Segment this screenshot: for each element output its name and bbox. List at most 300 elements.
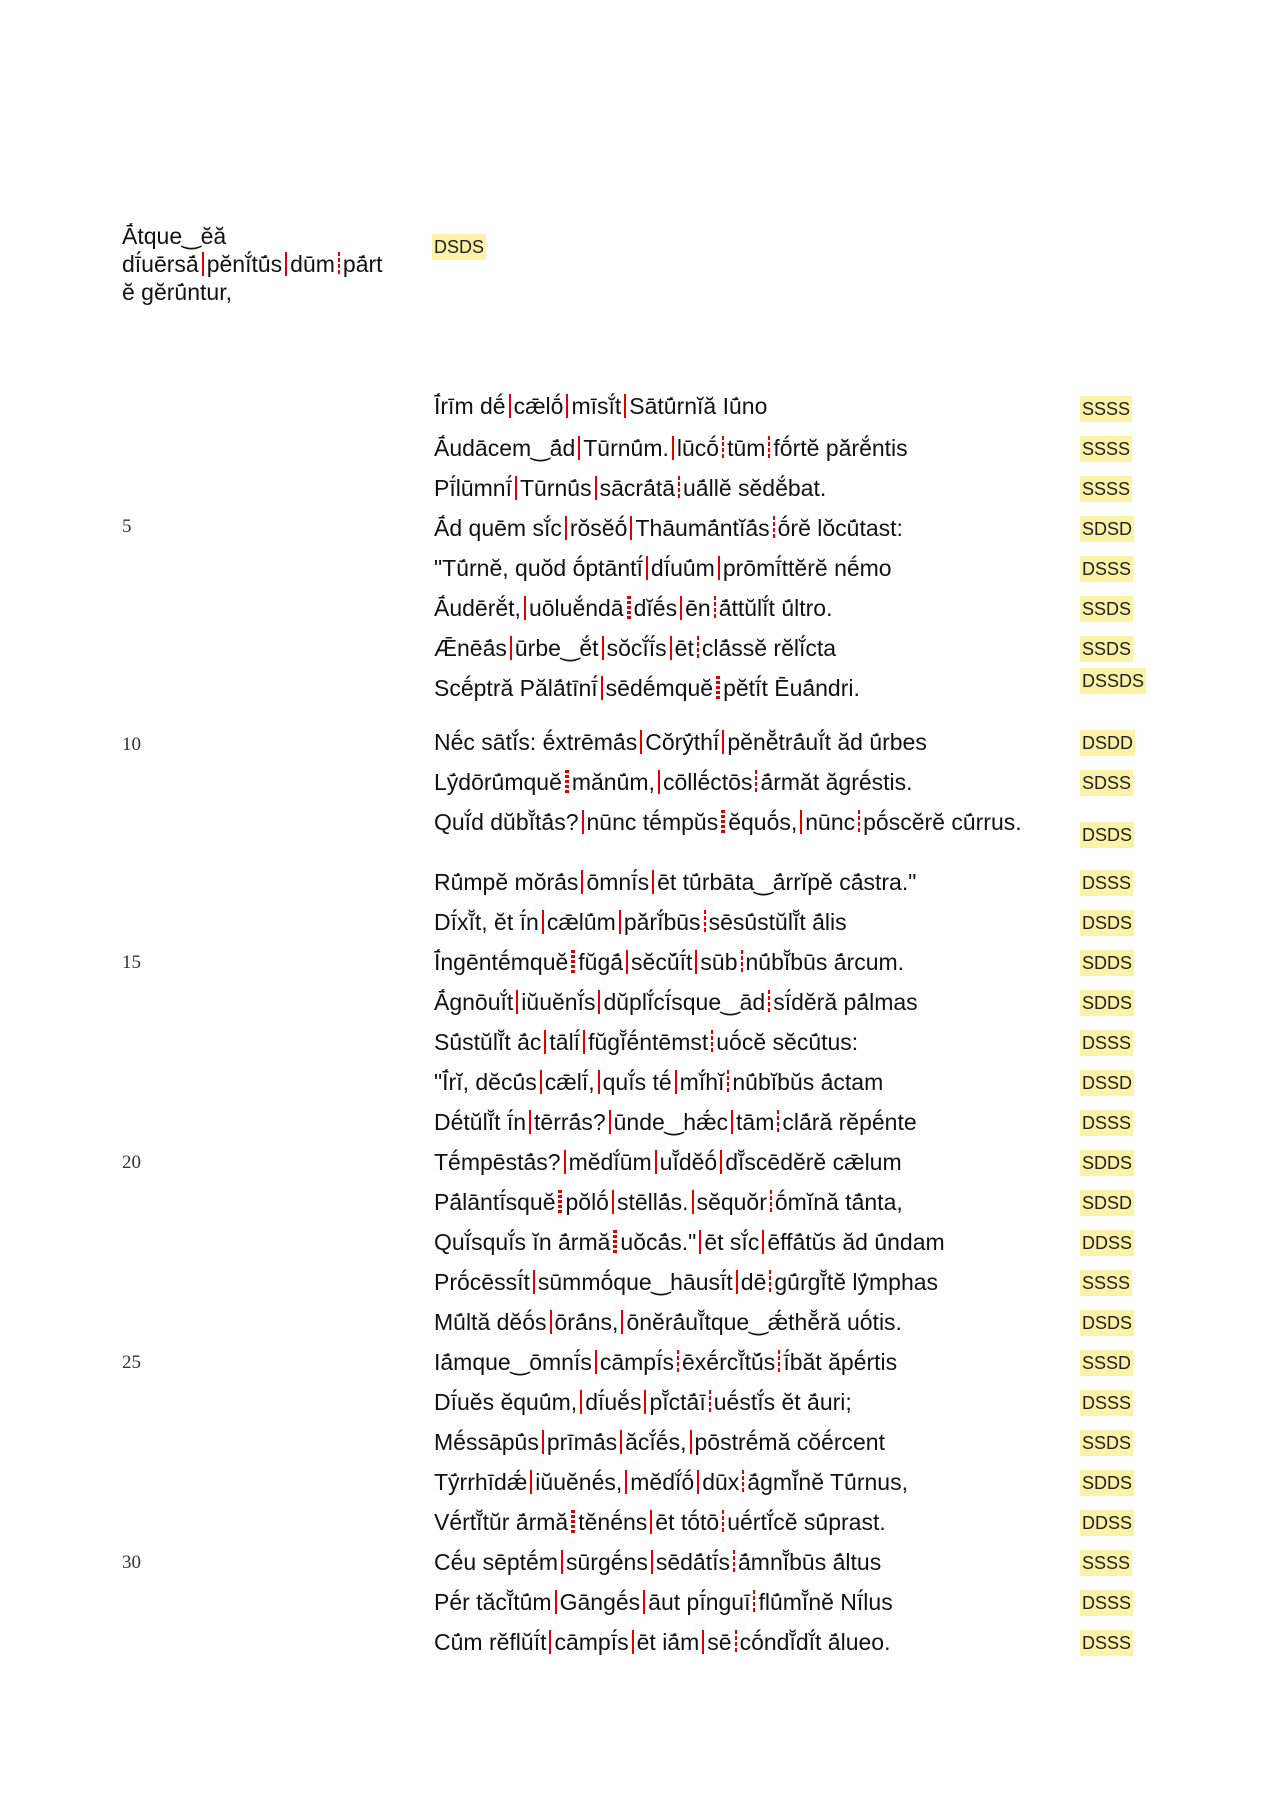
verse-segment: Cū́m rĕflŭī́t xyxy=(434,1629,547,1655)
scansion-badge: DSSS xyxy=(1080,1630,1133,1656)
caesura-mark xyxy=(564,1150,566,1174)
verse-segment: Mū́ltă dĕṓs xyxy=(434,1309,547,1335)
verse-segment: uŏcā́s." xyxy=(620,1229,697,1255)
line-number: 20 xyxy=(122,1152,141,1173)
verse-segment: Tūrnū́s xyxy=(519,475,592,501)
caesura-mark xyxy=(612,1190,614,1214)
verse-line xyxy=(434,1108,917,1136)
verse-segment: Pḗr tăcĭ̆tū́m xyxy=(434,1589,552,1615)
verse-segment: Prṓcēssī́t xyxy=(434,1269,530,1295)
caesura-mark xyxy=(652,870,654,894)
caesura-mark xyxy=(644,1390,646,1414)
verse-segment: Gāngḗs xyxy=(559,1589,641,1615)
verse-segment: cōllḗctōs xyxy=(662,769,753,795)
verse-segment: Ǣnēā́s xyxy=(434,635,507,661)
verse-segment: ā́mnĭ̆būs ā́ltus xyxy=(738,1549,882,1575)
verse-segment: ēt tṓtō xyxy=(655,1509,720,1535)
verse-segment: ōrā́ns, xyxy=(554,1309,619,1335)
verse-segment: ēn xyxy=(685,595,711,621)
caesura-mark xyxy=(695,950,697,974)
scansion-badge: SDSD xyxy=(1080,516,1134,542)
caesura-mark xyxy=(598,1070,600,1094)
scansion-badge: DSSD xyxy=(1080,1070,1134,1096)
verse-segment: Ā́udērĕ́t, xyxy=(434,595,521,621)
verse-segment: nūnc tḗmpŭs xyxy=(586,809,719,835)
verse-segment: nū́bĭbŭs ā́ctam xyxy=(732,1069,884,1095)
caesura-mark xyxy=(727,1070,729,1094)
verse-segment: cǣlī́, xyxy=(544,1069,595,1095)
caesura-mark xyxy=(598,990,600,1014)
scansion-badge: SSSS xyxy=(1080,436,1132,462)
caesura-mark xyxy=(285,252,287,276)
scansion-badge: DSSS xyxy=(1080,1590,1133,1616)
verse-segment: āut pī́nguī xyxy=(648,1589,751,1615)
scansion-badge: SSSS xyxy=(1080,1550,1132,1576)
verse-segment: cāmpī́s xyxy=(599,1349,674,1375)
verse-line xyxy=(434,1428,885,1456)
line-number: 5 xyxy=(122,516,132,537)
scansion-badge: DSDS xyxy=(1080,1310,1134,1336)
scansion-badge: SSSS xyxy=(1080,396,1132,422)
caesura-mark xyxy=(768,990,770,1014)
verse-segment: clā́ră rĕpḗnte xyxy=(782,1109,917,1135)
verse-line xyxy=(434,392,767,420)
verse-segment: ăcĭ́ḗs, xyxy=(625,1429,687,1455)
caesura-mark xyxy=(565,516,567,540)
verse-line xyxy=(434,1628,890,1656)
scansion-badge: SDSS xyxy=(1080,770,1133,796)
caesura-mark xyxy=(595,476,597,500)
verse-segment: Nḗc sātĭ́s: ḗxtrēmā́s xyxy=(434,729,638,755)
verse-segment: sūrgḗns xyxy=(566,1549,648,1575)
verse-segment: sūb xyxy=(700,949,738,975)
verse-segment: Thāumā́ntĭā́s xyxy=(635,515,770,541)
verse-segment: sē xyxy=(707,1629,732,1655)
caesura-mark xyxy=(650,1510,652,1534)
caesura-mark xyxy=(646,556,648,580)
caesura-mark xyxy=(571,950,575,974)
caesura-mark xyxy=(678,476,680,500)
caesura-mark xyxy=(609,1110,611,1134)
verse-segment: Pī́lūmnī́ xyxy=(434,475,512,501)
verse-line xyxy=(434,1308,902,1336)
verse-segment: fŭgĭ̆ḗntēmst xyxy=(588,1029,709,1055)
caesura-mark xyxy=(709,1390,711,1414)
verse-line xyxy=(434,1348,897,1376)
scansion-badge: DSSS xyxy=(1080,1030,1133,1056)
caesura-mark xyxy=(620,1430,622,1454)
verse-segment: Tūrnū́m. xyxy=(583,435,669,461)
verse-segment: Dī́xĭ̆t, ĕt ī́n xyxy=(434,909,539,935)
verse-segment: nū́bĭ̆būs ā́rcum. xyxy=(745,949,905,975)
caesura-mark xyxy=(733,1550,735,1574)
caesura-mark xyxy=(755,770,757,794)
verse-segment: ūnde‿hǣ́c xyxy=(613,1109,729,1135)
caesura-mark xyxy=(762,1230,764,1254)
verse-segment: dĭ̆scēdĕrĕ cǣlum xyxy=(725,1149,902,1175)
verse-line xyxy=(434,1388,852,1416)
caesura-mark xyxy=(509,394,511,418)
verse-segment: Ā́udācem‿ā́d xyxy=(434,435,576,461)
verse-segment: Dī́uĕs ĕquū́m, xyxy=(434,1389,578,1415)
caesura-mark xyxy=(651,1550,653,1574)
verse-segment: tālī́ xyxy=(549,1029,581,1055)
verse-segment: Ā́d quēm sĭ́c xyxy=(434,515,562,541)
verse-segment: mĕdĭ́ṓ xyxy=(630,1469,695,1495)
verse-first-seg: pā́rt xyxy=(342,251,383,277)
verse-segment: Pā́lāntī́squĕ xyxy=(434,1189,556,1215)
verse-segment: Cŏrȳ́thī́ xyxy=(645,729,720,755)
verse-line xyxy=(434,868,916,896)
verse-segment: ēt iā́m xyxy=(636,1629,700,1655)
scansion-badge: SDDS xyxy=(1080,950,1134,976)
verse-line xyxy=(434,1068,883,1096)
caesura-mark xyxy=(677,1350,679,1374)
verse-segment: ṓrĕ lŏcū́tast: xyxy=(777,515,903,541)
verse-segment: "Ī́rĭ, dĕcū́s xyxy=(434,1069,537,1095)
caesura-mark xyxy=(718,556,720,580)
verse-segment: sĕcŭ́ī́t xyxy=(631,949,693,975)
caesura-mark xyxy=(643,1590,645,1614)
verse-segment: uĭ̆dĕṓ xyxy=(659,1149,718,1175)
scansion-badge: DSDS xyxy=(432,234,486,260)
verse-segment: ēt xyxy=(674,635,694,661)
verse-segment: sŏcĭ́ī́s xyxy=(606,635,667,661)
verse-line xyxy=(434,594,832,622)
caesura-mark xyxy=(542,910,544,934)
verse-line xyxy=(434,1148,902,1176)
scansion-badge: SSSS xyxy=(1080,476,1132,502)
caesura-mark xyxy=(549,1630,551,1654)
caesura-mark xyxy=(595,1350,597,1374)
verse-segment: ṓmĭnă tā́nta, xyxy=(774,1189,903,1215)
verse-segment: cǣlū́m xyxy=(546,909,616,935)
caesura-mark xyxy=(338,252,340,276)
verse-segment: Sū́stŭlĭ̆t ā́c xyxy=(434,1029,542,1055)
caesura-mark xyxy=(529,1110,531,1134)
verse-segment: mĕdĭ́ūm xyxy=(568,1149,652,1175)
caesura-mark xyxy=(655,1150,657,1174)
verse-segment: ā́rmăt ăgrḗstis. xyxy=(760,769,913,795)
caesura-mark xyxy=(516,990,518,1014)
caesura-mark xyxy=(735,1630,737,1654)
verse-segment: ēxḗrcĭ̆tŭ́s xyxy=(681,1349,776,1375)
verse-segment: Ī́rīm dḗ xyxy=(434,393,506,419)
caesura-mark xyxy=(697,636,699,660)
verse-segment: ūrbe‿ĕ́t xyxy=(514,635,599,661)
verse-segment: Vḗrtĭ̆tŭr ā́rmă xyxy=(434,1509,569,1535)
scansion-badge: SSSD xyxy=(1080,1350,1133,1376)
verse-line xyxy=(434,634,836,662)
caesura-mark xyxy=(624,394,626,418)
verse-segment: dī́uĕ́s xyxy=(585,1389,642,1415)
verse-segment: uōluĕ́ndā xyxy=(528,595,624,621)
verse-first-seg: dūm xyxy=(290,251,335,277)
verse-segment: gū́rgĭ̆tĕ lȳ́mphas xyxy=(774,1269,939,1295)
caesura-mark xyxy=(800,810,802,834)
verse-segment: fṓrtĕ pă̆rĕ́ntis xyxy=(773,435,908,461)
verse-segment: pṓscĕrĕ cū́rrus. xyxy=(863,809,1022,835)
caesura-mark xyxy=(530,1470,532,1494)
verse-segment: sē xyxy=(708,909,733,935)
verse-segment: Tȳ́rrhīdǣ́ xyxy=(434,1469,528,1495)
caesura-mark xyxy=(770,1190,772,1214)
scansion-badge: DSSS xyxy=(1080,556,1133,582)
verse-line xyxy=(434,514,903,542)
verse-segment: pĕtī́t Ēuā́ndri. xyxy=(723,675,860,701)
verse-segment: tērrā́s? xyxy=(534,1109,606,1135)
verse-first-seg: dī́uērsā́ xyxy=(122,251,199,277)
caesura-mark xyxy=(768,436,770,460)
caesura-mark xyxy=(602,636,604,660)
verse-line xyxy=(434,1468,908,1496)
verse-line xyxy=(434,1548,881,1576)
scansion-badge: DSSS xyxy=(1080,1390,1133,1416)
caesura-mark xyxy=(690,1430,692,1454)
caesura-mark xyxy=(858,810,860,834)
verse-line xyxy=(434,728,927,756)
caesura-mark xyxy=(680,596,682,620)
caesura-mark xyxy=(711,1030,713,1054)
caesura-mark xyxy=(561,1550,563,1574)
verse-segment: uā́llĕ sĕdĕ́bat. xyxy=(683,475,827,501)
caesura-mark xyxy=(621,1310,623,1334)
verse-line xyxy=(434,554,892,582)
verse-segment: "Tū́rnĕ, quŏd ṓptāntī́ xyxy=(434,555,643,581)
caesura-mark xyxy=(202,252,204,276)
verse-segment: mănū́m, xyxy=(571,769,655,795)
verse-segment: dē xyxy=(740,1269,767,1295)
verse-segment: Ī́ngēntḗmquĕ xyxy=(434,949,569,975)
line-number: 30 xyxy=(122,1552,141,1573)
caesura-mark xyxy=(716,676,720,700)
verse-segment: ōmnī́s xyxy=(586,869,650,895)
scansion-badge: SDDS xyxy=(1080,990,1134,1016)
verse-segment: tūm xyxy=(727,435,766,461)
verse-segment: dŭplĭ́cī́sque‿ād xyxy=(603,989,766,1015)
caesura-mark xyxy=(625,1470,627,1494)
caesura-mark xyxy=(692,1190,694,1214)
verse-segment: pŏlṓ xyxy=(565,1189,609,1215)
caesura-mark xyxy=(720,1150,722,1174)
verse-segment: Lȳ́dōrū́mquĕ xyxy=(434,769,562,795)
caesura-mark xyxy=(670,636,672,660)
caesura-mark xyxy=(704,910,706,934)
verse-segment: fŭgā́ xyxy=(578,949,624,975)
verse-segment: Cḗu sēptḗm xyxy=(434,1549,559,1575)
caesura-mark xyxy=(578,436,580,460)
verse-segment: Mḗssāpū́s xyxy=(434,1429,539,1455)
scansion-badge: SDSD xyxy=(1080,1190,1134,1216)
verse-segment: ĕquṓs, xyxy=(728,809,798,835)
verse-segment: mīsĭ́t xyxy=(571,393,622,419)
verse-segment: sēdḗmquĕ xyxy=(605,675,714,701)
verse-segment: ā́ttŭlĭ́t ū́ltro. xyxy=(718,595,833,621)
verse-segment: Tḗmpēstā́s? xyxy=(434,1149,561,1175)
verse-segment: uḗrtĭ́cĕ sū́prast. xyxy=(727,1509,886,1535)
caesura-mark xyxy=(773,516,775,540)
verse-segment: Sātū́rnĭă Iū́no xyxy=(629,393,768,419)
scansion-badge: DSDS xyxy=(1080,910,1134,936)
verse-line xyxy=(434,808,1034,836)
scansion-badge: DSSS xyxy=(1080,1110,1133,1136)
verse-line xyxy=(434,908,847,936)
caesura-mark xyxy=(550,1310,552,1334)
scansion-badge: SSDS xyxy=(1080,636,1133,662)
verse-line xyxy=(434,1268,938,1296)
scansion-badge: SDDS xyxy=(1080,1470,1134,1496)
verse-line xyxy=(434,1188,903,1216)
caesura-mark xyxy=(632,1630,634,1654)
caesura-mark xyxy=(583,1030,585,1054)
verse-segment: cǣlṓ xyxy=(513,393,564,419)
caesura-mark xyxy=(753,1590,755,1614)
caesura-mark xyxy=(722,1510,724,1534)
verse-first xyxy=(122,222,442,306)
verse-segment: stēllā́s. xyxy=(616,1189,689,1215)
caesura-mark xyxy=(601,676,603,700)
verse-segment: Dḗtŭlĭ̆t ī́n xyxy=(434,1109,527,1135)
caesura-mark xyxy=(619,910,621,934)
line-number: 10 xyxy=(122,734,141,755)
scansion-badge: DSDD xyxy=(1080,730,1135,756)
verse-segment: cāmpī́s xyxy=(554,1629,629,1655)
caesura-mark xyxy=(581,870,583,894)
caesura-mark xyxy=(742,1470,744,1494)
verse-segment: pĭ̆ctā́ī xyxy=(649,1389,706,1415)
caesura-mark xyxy=(722,436,724,460)
caesura-mark xyxy=(627,596,631,620)
caesura-mark xyxy=(566,394,568,418)
caesura-mark xyxy=(699,1230,701,1254)
caesura-mark xyxy=(571,1510,575,1534)
verse-line xyxy=(434,1028,858,1056)
verse-segment: Quĭ́d dŭbĭ̆tā́s? xyxy=(434,809,579,835)
scansion-badge: DDSS xyxy=(1080,1230,1134,1256)
verse-line xyxy=(434,948,904,976)
verse-segment: ī́băt ăpḗrtis xyxy=(783,1349,898,1375)
caesura-mark xyxy=(658,770,660,794)
verse-segment: tĕnḗns xyxy=(578,1509,648,1535)
caesura-mark xyxy=(544,1030,546,1054)
verse-segment: Scḗptră Pălā́tīnī́ xyxy=(434,675,598,701)
verse-first-seg: pĕnĭ́tū́s xyxy=(206,251,283,277)
verse-segment: iŭuĕnĭ́s xyxy=(521,989,596,1015)
verse-line xyxy=(434,768,913,796)
caesura-mark xyxy=(533,1270,535,1294)
line-number: 15 xyxy=(122,952,141,973)
caesura-mark xyxy=(778,1350,780,1374)
verse-line xyxy=(434,434,908,462)
caesura-mark xyxy=(580,1390,582,1414)
scansion-badge: DSDS xyxy=(1080,822,1134,848)
verse-segment: sēdā́tī́s xyxy=(655,1549,730,1575)
caesura-mark xyxy=(697,1470,699,1494)
verse-segment: Iā́mque‿ōmnī́s xyxy=(434,1349,592,1375)
verse-segment: dĭḗs xyxy=(633,595,678,621)
caesura-mark xyxy=(702,1630,704,1654)
caesura-mark xyxy=(542,1430,544,1454)
line-number: 25 xyxy=(122,1352,141,1373)
verse-segment: sū́stŭlĭ̆t ā́lis xyxy=(732,909,847,935)
verse-segment: pĕnĕ̆trā́uĭ́t ăd ū́rbes xyxy=(727,729,927,755)
caesura-mark xyxy=(613,1230,617,1254)
verse-segment: cṓndĭ̆dĭ́t ā́lueo. xyxy=(739,1629,891,1655)
verse-segment: uṓcĕ sĕcū́tus: xyxy=(716,1029,859,1055)
caesura-mark xyxy=(736,1270,738,1294)
verse-line xyxy=(434,474,826,502)
caesura-mark xyxy=(722,730,724,754)
scansion-badge: SDDS xyxy=(1080,1150,1134,1176)
verse-segment: ā́gmĭ̆nĕ Tū́rnus, xyxy=(747,1469,908,1495)
caesura-mark xyxy=(731,1110,733,1134)
caesura-mark xyxy=(769,1270,771,1294)
caesura-mark xyxy=(565,770,569,794)
caesura-mark xyxy=(510,636,512,660)
scansion-badge: DDSS xyxy=(1080,1510,1134,1536)
verse-line xyxy=(434,674,860,702)
verse-segment: sī́dĕră pā́lmas xyxy=(773,989,918,1015)
verse-segment: ēffā́tŭs ăd ū́ndam xyxy=(767,1229,945,1255)
verse-segment: nūnc xyxy=(805,809,856,835)
verse-segment: Ā́gnōuĭ́t xyxy=(434,989,514,1015)
caesura-mark xyxy=(626,950,628,974)
scansion-badge: SSDS xyxy=(1080,1430,1133,1456)
verse-first-line1: Ā́tque‿ĕă xyxy=(122,223,227,249)
verse-line xyxy=(434,1228,945,1256)
verse-segment: ēt sĭ́c xyxy=(704,1229,760,1255)
caesura-mark xyxy=(777,1110,779,1134)
verse-segment: rŏsĕṓ xyxy=(569,515,628,541)
verse-segment: dī́uū́m xyxy=(650,555,715,581)
verse-segment: tām xyxy=(736,1109,775,1135)
verse-segment: uḗstĭ́s ĕt ā́uri; xyxy=(713,1389,852,1415)
verse-segment: flū́mĭ̆nĕ Nī́lus xyxy=(758,1589,893,1615)
caesura-mark xyxy=(582,810,584,834)
verse-segment: Quĭ́squĭ́s ĭn ā́rmă xyxy=(434,1229,611,1255)
caesura-mark xyxy=(741,950,743,974)
scansion-badge: SSSS xyxy=(1080,1270,1132,1296)
verse-segment: pōstrḗmă cŏḗrcent xyxy=(694,1429,885,1455)
caesura-mark xyxy=(640,730,642,754)
scansion-badge: SSDS xyxy=(1080,596,1133,622)
scansion-badge: DSSDS xyxy=(1080,668,1146,694)
verse-segment: ōnĕrā́uĭ̆tque‿ǣ́thĕ̆ră uṓtis. xyxy=(626,1309,902,1335)
verse-segment: mĭ́hĭ xyxy=(679,1069,725,1095)
verse-segment: prōmī́ttĕrĕ nḗmo xyxy=(722,555,892,581)
verse-segment: iŭuĕnḗs, xyxy=(535,1469,623,1495)
verse-segment: quĭ́s tḗ xyxy=(602,1069,672,1095)
verse-segment: sūmmṓque‿hāusī́t xyxy=(537,1269,733,1295)
caesura-mark xyxy=(524,596,526,620)
caesura-mark xyxy=(630,516,632,540)
verse-segment: sĕquŏr xyxy=(696,1189,767,1215)
caesura-mark xyxy=(672,436,674,460)
verse-segment: sācrā́tā xyxy=(599,475,676,501)
scansion-badge: DSSS xyxy=(1080,870,1133,896)
verse-segment: lūcṓ xyxy=(676,435,720,461)
verse-segment: clā́ssĕ rĕlĭ́cta xyxy=(701,635,837,661)
caesura-mark xyxy=(515,476,517,500)
verse-segment: ēt tū́rbāta‿ā́rrĭpĕ cā́stra." xyxy=(657,869,917,895)
verse-line xyxy=(434,988,918,1016)
verse-line xyxy=(434,1508,886,1536)
verse-line xyxy=(434,1588,893,1616)
caesura-mark xyxy=(714,596,716,620)
verse-segment: Rū́mpĕ mŏrā́s xyxy=(434,869,579,895)
caesura-mark xyxy=(558,1190,562,1214)
caesura-mark xyxy=(540,1070,542,1094)
